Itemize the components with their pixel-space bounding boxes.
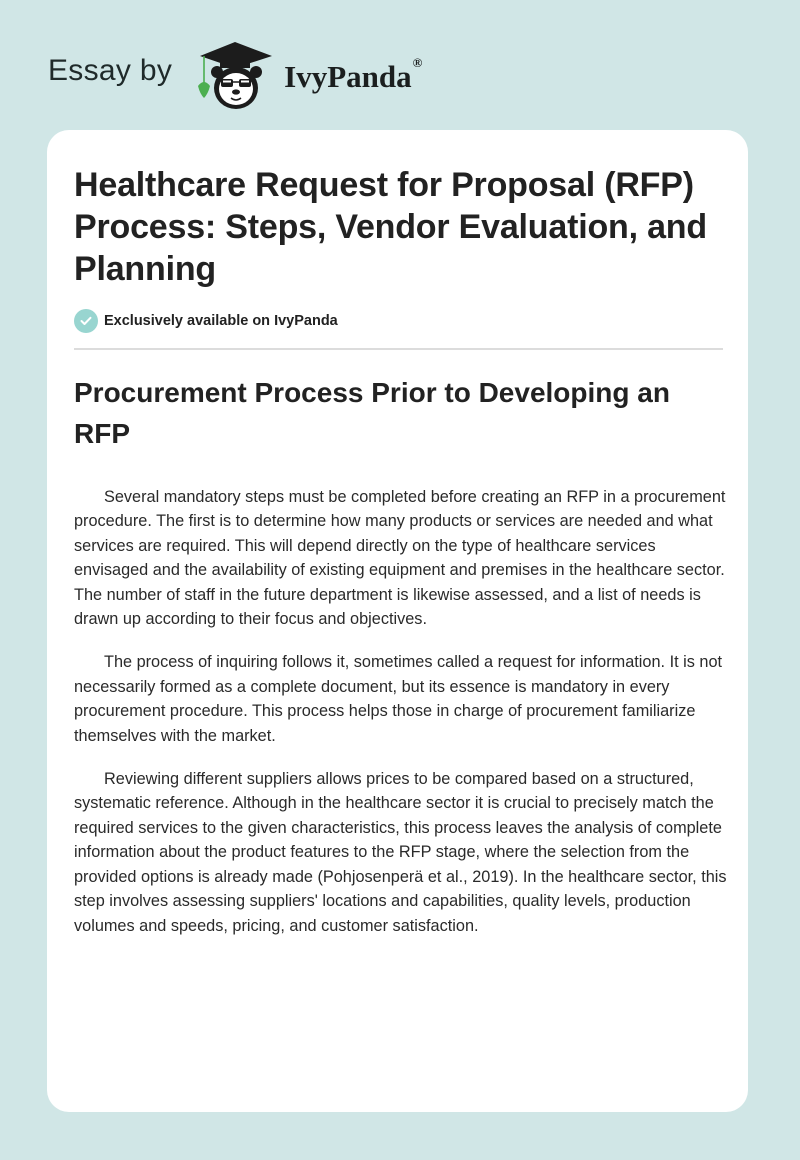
paragraph: Several mandatory steps must be completed before creating an RFP in a procurement procedure. The first is to determine how many products or services are needed and what services are required. This will depend directly on the type of healthcare services envisaged and the availability of existing equipment and premises in the healthcare sector. The number of staff in the future department is likewise assessed, and a list of needs is drawn up according to their focus and objectives. <box>74 488 726 629</box>
brand-prefix: Essay by <box>48 54 173 87</box>
badge-label: Exclusively available on IvyPanda <box>104 313 338 329</box>
check-circle-icon <box>74 309 98 333</box>
paragraph: Reviewing different suppliers allows prices to be compared based on a structured, systematic reference. Although in the healthcare sector it is crucial to precisely match the required services to the given characteristics, this process leaves the analysis of complete information about the product features to the RFP stage, where the selection from the provided options is already made (Pohjosenperä et al., 2019). In the healthcare sector, this step involves assessing suppliers' locations and capabilities, quality levels, production volumes and speeds, pricing, and customer satisfaction. <box>74 770 727 935</box>
paragraph: The process of inquiring follows it, sometimes called a request for information. It is not necessarily formed as a complete document, but its essence is mandatory in every procurement procedure. This process helps those in charge of procurement familiarize themselves with the market. <box>74 653 723 745</box>
panda-graduate-logo-icon <box>190 36 280 112</box>
exclusive-badge <box>74 308 722 334</box>
registered-mark: ® <box>412 55 423 70</box>
brand-name-text: IvyPanda <box>284 59 412 94</box>
essay-title: Healthcare Request for Proposal (RFP) Process: Steps, Vendor Evaluation, and Planning <box>74 166 707 288</box>
section-procurement-process <box>74 372 727 938</box>
section-heading: Procurement Process Prior to Developing an RFP <box>74 377 670 449</box>
divider <box>74 348 723 350</box>
brand-name <box>284 55 423 95</box>
essay-card <box>47 130 748 1112</box>
site-header-brand[interactable] <box>48 36 422 112</box>
